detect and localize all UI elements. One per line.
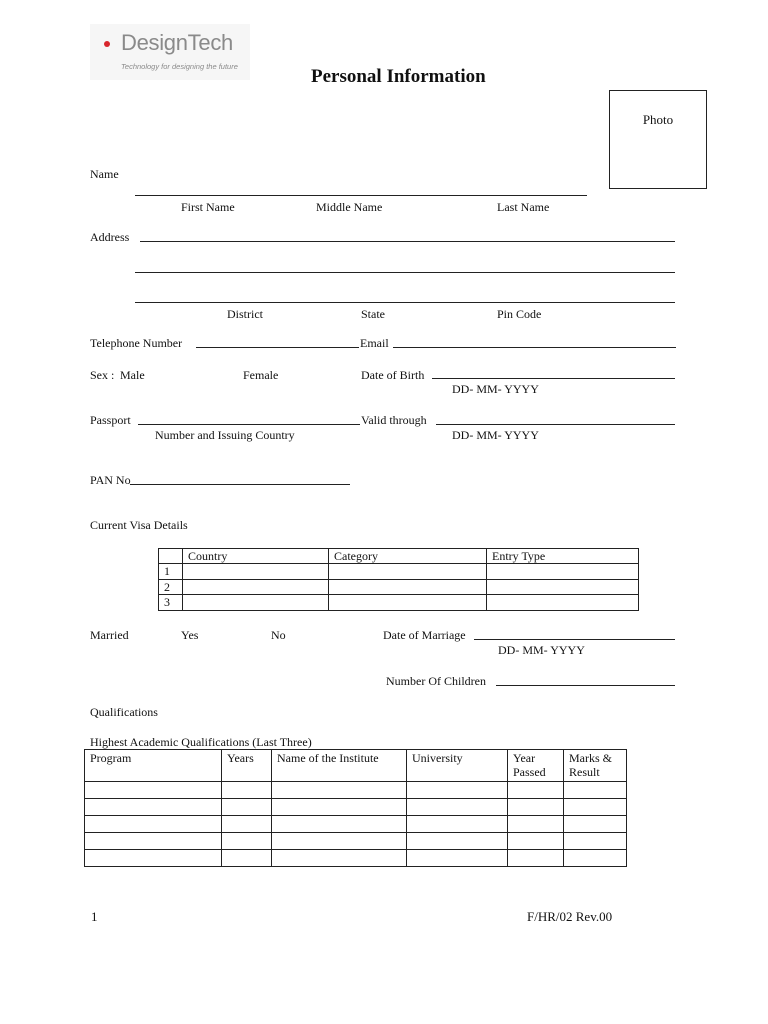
visa-col-category: Category (329, 549, 487, 564)
visa-col-entry-type: Entry Type (487, 549, 639, 564)
qualifications-header-row (85, 750, 627, 782)
name-label: Name (90, 167, 119, 181)
visa-heading: Current Visa Details (90, 518, 188, 532)
qual-cell[interactable] (508, 781, 564, 798)
qual-cell[interactable] (564, 798, 627, 815)
address-line-1[interactable] (140, 241, 675, 242)
sex-option-female[interactable]: Female (243, 368, 279, 382)
qual-cell[interactable] (407, 815, 508, 832)
qual-col-institute: Name of the Institute (272, 750, 407, 782)
passport-caption: Number and Issuing Country (155, 428, 295, 442)
visa-cell[interactable] (183, 595, 329, 610)
qual-col-year-passed: Year Passed (508, 750, 564, 782)
visa-cell[interactable] (487, 564, 639, 579)
date-of-marriage-label: Date of Marriage (383, 628, 466, 642)
qual-cell[interactable] (222, 781, 272, 798)
qual-col-years: Years (222, 750, 272, 782)
qual-cell[interactable] (272, 815, 407, 832)
pin-code-caption: Pin Code (497, 307, 542, 321)
dob-field[interactable] (432, 378, 675, 379)
visa-cell[interactable] (329, 595, 487, 610)
table-row (159, 579, 639, 594)
dob-format-hint: DD- MM- YYYY (452, 382, 539, 396)
sex-label: Sex : (90, 368, 115, 382)
telephone-field[interactable] (196, 347, 359, 348)
page-title: Personal Information (311, 66, 486, 87)
qualifications-heading: Qualifications (90, 705, 158, 719)
passport-field[interactable] (138, 424, 360, 425)
date-of-marriage-field[interactable] (474, 639, 675, 640)
logo-name: DesignTech (121, 30, 233, 55)
qual-cell[interactable] (564, 781, 627, 798)
passport-label: Passport (90, 413, 131, 427)
valid-through-field[interactable] (436, 424, 675, 425)
table-row (85, 849, 627, 866)
visa-col-index (159, 549, 183, 564)
sex-option-male[interactable]: Male (120, 368, 145, 382)
qual-cell[interactable] (85, 798, 222, 815)
photo-box (609, 90, 707, 189)
page-number: 1 (91, 909, 98, 924)
visa-header-row (159, 549, 639, 564)
date-of-marriage-format-hint: DD- MM- YYYY (498, 643, 585, 657)
qual-cell[interactable] (222, 815, 272, 832)
qual-cell[interactable] (564, 815, 627, 832)
visa-cell[interactable] (329, 579, 487, 594)
telephone-label: Telephone Number (90, 336, 183, 350)
logo-tagline: Technology for designing the future (121, 62, 238, 71)
qualifications-subheading: Highest Academic Qualifications (Last Three) (90, 735, 312, 749)
first-name-caption: First Name (181, 200, 235, 214)
district-caption: District (227, 307, 263, 321)
address-label: Address (90, 230, 130, 244)
visa-col-country: Country (183, 549, 329, 564)
children-field[interactable] (496, 685, 675, 686)
pan-field[interactable] (130, 484, 350, 485)
qual-cell[interactable] (85, 781, 222, 798)
qual-cell[interactable] (508, 832, 564, 849)
state-caption: State (361, 307, 385, 321)
middle-name-caption: Middle Name (316, 200, 383, 214)
document-code: F/HR/02 Rev.00 (527, 909, 613, 924)
valid-through-label: Valid through (361, 413, 427, 427)
logo-dot-icon (104, 41, 110, 47)
pan-label: PAN No (90, 473, 131, 487)
visa-cell[interactable] (487, 595, 639, 610)
table-row (85, 798, 627, 815)
qual-col-university: University (407, 750, 508, 782)
qual-cell[interactable] (222, 849, 272, 866)
email-label: Email (360, 336, 389, 350)
table-row (85, 832, 627, 849)
address-line-2[interactable] (135, 272, 675, 273)
photo-label: Photo (642, 112, 674, 127)
company-logo (90, 24, 250, 80)
qual-cell[interactable] (85, 849, 222, 866)
qual-cell[interactable] (407, 781, 508, 798)
name-field[interactable] (135, 195, 587, 196)
valid-through-format-hint: DD- MM- YYYY (452, 428, 539, 442)
visa-cell[interactable] (183, 564, 329, 579)
visa-cell[interactable] (329, 564, 487, 579)
qual-cell[interactable] (272, 832, 407, 849)
qual-cell[interactable] (272, 849, 407, 866)
email-field[interactable] (393, 347, 676, 348)
qual-cell[interactable] (564, 832, 627, 849)
visa-table (158, 548, 639, 611)
qual-cell[interactable] (508, 798, 564, 815)
table-row (85, 781, 627, 798)
qual-cell[interactable] (222, 798, 272, 815)
qual-cell[interactable] (508, 815, 564, 832)
table-row (159, 595, 639, 610)
visa-row-number: 2 (159, 579, 183, 594)
qual-col-marks: Marks & Result (564, 750, 627, 782)
qualifications-table (84, 749, 627, 867)
children-label: Number Of Children (386, 674, 486, 688)
qual-col-program: Program (85, 750, 222, 782)
married-option-no[interactable]: No (271, 628, 286, 642)
qual-cell[interactable] (407, 798, 508, 815)
qual-cell[interactable] (564, 849, 627, 866)
married-option-yes[interactable]: Yes (181, 628, 199, 642)
qual-cell[interactable] (222, 832, 272, 849)
qual-cell[interactable] (272, 798, 407, 815)
table-row (159, 564, 639, 579)
address-line-3[interactable] (135, 302, 675, 303)
qual-cell[interactable] (407, 849, 508, 866)
visa-row-number: 3 (159, 595, 183, 610)
visa-row-number: 1 (159, 564, 183, 579)
visa-cell[interactable] (487, 579, 639, 594)
dob-label: Date of Birth (361, 368, 425, 382)
visa-cell[interactable] (183, 579, 329, 594)
married-label: Married (90, 628, 129, 642)
qual-cell[interactable] (85, 815, 222, 832)
qual-cell[interactable] (85, 832, 222, 849)
last-name-caption: Last Name (497, 200, 550, 214)
table-row (85, 815, 627, 832)
qual-cell[interactable] (272, 781, 407, 798)
qual-cell[interactable] (508, 849, 564, 866)
qual-cell[interactable] (407, 832, 508, 849)
